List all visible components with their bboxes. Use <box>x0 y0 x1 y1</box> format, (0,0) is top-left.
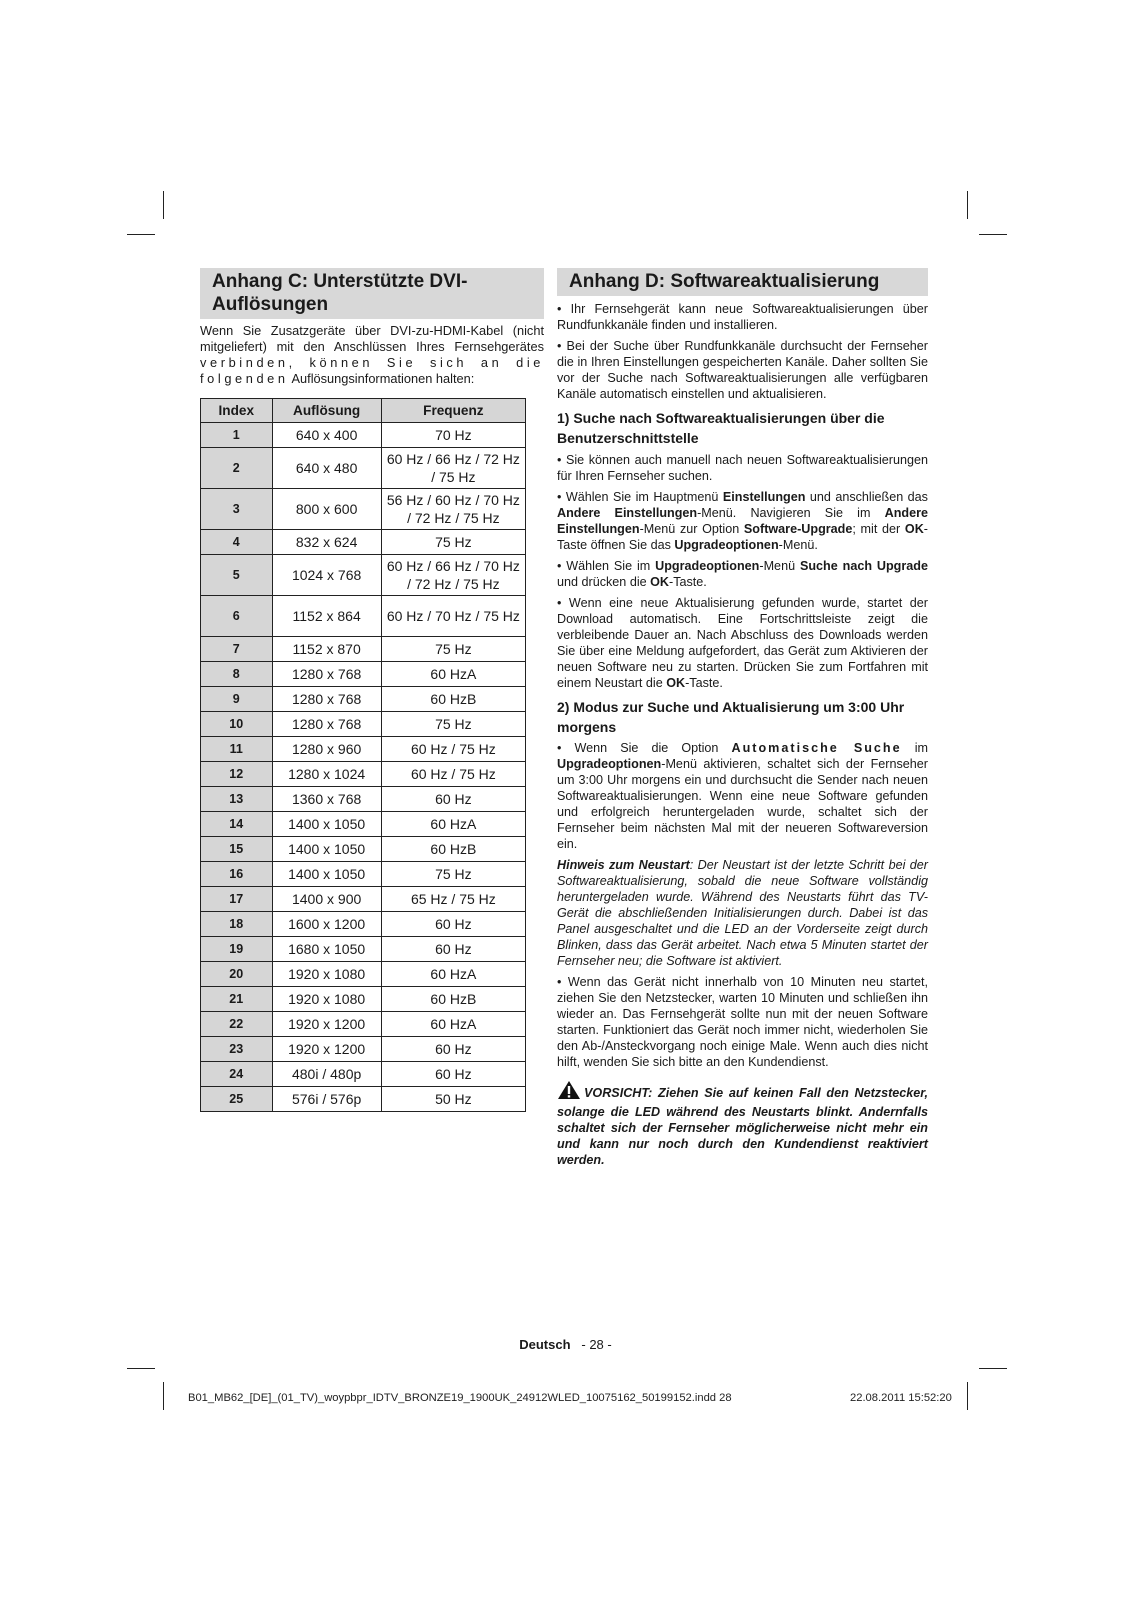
paragraph <box>557 740 928 852</box>
paragraph: • Ihr Fernsehgerät kann neue Softwareaktualisierungen über Rundfunkkanäle finden und installieren. <box>557 302 928 332</box>
index-cell: 17 <box>201 887 273 912</box>
menu-term: Andere Einstellungen <box>557 506 928 536</box>
menu-term: Upgradeoptionen <box>557 757 662 771</box>
page-footer <box>0 1337 1131 1352</box>
frequency-cell: 60 HzB <box>381 687 525 712</box>
resolution-cell: 1400 x 1050 <box>272 812 381 837</box>
heading-line: Auflösungen <box>212 294 329 315</box>
menu-term: OK <box>904 522 924 536</box>
appendix-c-intro <box>200 323 544 387</box>
column-header: Index <box>201 399 273 423</box>
frequency-cell: 60 Hz <box>381 1062 525 1087</box>
crop-mark <box>127 234 155 235</box>
paragraph: • Sie können auch manuell nach neuen Softwareaktualisierungen für Ihren Fernseher suchen. <box>557 453 928 483</box>
resolution-cell: 1920 x 1200 <box>272 1037 381 1062</box>
index-cell: 14 <box>201 812 273 837</box>
table-row <box>201 637 526 662</box>
frequency-cell: 70 Hz <box>381 423 525 448</box>
resolution-table <box>200 398 526 1112</box>
index-cell: 22 <box>201 1012 273 1037</box>
table-row <box>201 962 526 987</box>
frequency-cell: 60 Hz / 75 Hz <box>381 762 525 787</box>
menu-term: OK <box>666 676 686 690</box>
resolution-cell: 1920 x 1080 <box>272 962 381 987</box>
table-row <box>201 912 526 937</box>
table-row <box>201 762 526 787</box>
paragraph <box>557 489 928 553</box>
table-row <box>201 530 526 555</box>
warning-text: VORSICHT: Ziehen Sie auf keinen Fall den Netzstecker, solange die LED während des Neustarts blinkt. Andernfalls schaltet sich der Fernseher möglicherweise nicht mehr ein und kann nur noch durch den Kundendienst reaktiviert werden. <box>557 1086 928 1167</box>
resolution-cell: 800 x 600 <box>272 489 381 530</box>
menu-term: Andere Einstellungen <box>557 506 698 520</box>
menu-term: Automatische Suche <box>731 741 902 755</box>
print-slug-date: 22.08.2011 15:52:20 <box>850 1392 952 1404</box>
table-row <box>201 887 526 912</box>
text: -Taste. <box>685 676 723 690</box>
index-cell: 3 <box>201 489 273 530</box>
index-cell: 19 <box>201 937 273 962</box>
resolution-cell: 1400 x 1050 <box>272 837 381 862</box>
resolution-cell: 1152 x 864 <box>272 596 381 637</box>
index-cell: 9 <box>201 687 273 712</box>
resolution-cell: 1280 x 768 <box>272 687 381 712</box>
paragraph: • Bei der Suche über Rundfunkkanäle durchsucht der Fernseher die in Ihren Einstellungen gespeicherten Kanäle. Daher sollten Sie vor der Suche nach Softwareaktualisierungen alle verfügbaren Kanäle automatisch einstellen und aktualisieren. <box>557 339 928 401</box>
frequency-cell: 60 Hz / 66 Hz / 70 Hz / 72 Hz / 75 Hz <box>381 555 525 596</box>
frequency-cell: 60 HzA <box>381 812 525 837</box>
heading-line: Anhang C: Unterstützte DVI- <box>212 271 468 292</box>
column-header: Frequenz <box>381 399 525 423</box>
index-cell: 12 <box>201 762 273 787</box>
text: -Taste öffnen Sie das <box>557 522 928 552</box>
frequency-cell: 60 Hz <box>381 912 525 937</box>
resolution-cell: 1024 x 768 <box>272 555 381 596</box>
table-row <box>201 812 526 837</box>
table-row <box>201 1062 526 1087</box>
resolution-cell: 1400 x 900 <box>272 887 381 912</box>
frequency-cell: 75 Hz <box>381 637 525 662</box>
text: -Menü. <box>778 538 818 552</box>
resolution-cell: 1360 x 768 <box>272 787 381 812</box>
resolution-cell: 832 x 624 <box>272 530 381 555</box>
frequency-cell: 60 Hz <box>381 937 525 962</box>
resolution-cell: 1600 x 1200 <box>272 912 381 937</box>
resolution-cell: 480i / 480p <box>272 1062 381 1087</box>
appendix-d-heading: Anhang D: Softwareaktualisierung <box>557 268 928 296</box>
index-cell: 8 <box>201 662 273 687</box>
frequency-cell: 60 HzA <box>381 962 525 987</box>
table-row <box>201 596 526 637</box>
index-cell: 18 <box>201 912 273 937</box>
table-row <box>201 937 526 962</box>
frequency-cell: 60 Hz / 75 Hz <box>381 737 525 762</box>
text: -Taste. <box>669 575 707 589</box>
column-header: Auflösung <box>272 399 381 423</box>
index-cell: 23 <box>201 1037 273 1062</box>
text: • Wenn eine neue Aktualisierung gefunden wurde, startet der Download automatisch. Eine Fortschrittsleiste zeigt die verbleibende Dauer an. Nach Abschluss des Downloads werden Sie über eine Meldung aufgefordert, das Gerät zum Aktivieren der neuen Software neu zu starten. Drücken Sie zum Fortfahren mit einem Neustart die <box>557 596 928 690</box>
table-row <box>201 987 526 1012</box>
subheading: 2) Modus zur Suche und Aktualisierung um 3:00 Uhr morgens <box>557 699 905 735</box>
paragraph <box>557 558 928 590</box>
index-cell: 11 <box>201 737 273 762</box>
crop-mark <box>163 1382 164 1410</box>
resolution-cell: 640 x 480 <box>272 448 381 489</box>
resolution-cell: 1280 x 768 <box>272 712 381 737</box>
table-row <box>201 448 526 489</box>
warning-icon <box>557 1080 581 1104</box>
frequency-cell: 60 Hz / 66 Hz / 72 Hz / 75 Hz <box>381 448 525 489</box>
resolution-cell: 576i / 576p <box>272 1087 381 1112</box>
crop-mark <box>979 234 1007 235</box>
text: • Wählen Sie im Hauptmenü <box>557 490 723 504</box>
index-cell: 10 <box>201 712 273 737</box>
subheading: 1) Suche nach Softwareaktualisierungen über die Benutzerschnittstelle <box>557 410 885 446</box>
frequency-cell: 65 Hz / 75 Hz <box>381 887 525 912</box>
appendix-d-column <box>557 268 928 1168</box>
index-cell: 5 <box>201 555 273 596</box>
crop-mark <box>163 191 164 219</box>
table-row <box>201 737 526 762</box>
table-row <box>201 712 526 737</box>
table-row <box>201 1012 526 1037</box>
resolution-cell: 1920 x 1200 <box>272 1012 381 1037</box>
table-row <box>201 423 526 448</box>
index-cell: 24 <box>201 1062 273 1087</box>
index-cell: 2 <box>201 448 273 489</box>
frequency-cell: 60 Hz <box>381 1037 525 1062</box>
resolution-cell: 1152 x 870 <box>272 637 381 662</box>
intro-text: Auflösungsinformationen halten: <box>291 371 475 386</box>
text: ; mit der <box>852 522 905 536</box>
table-row <box>201 489 526 530</box>
index-cell: 20 <box>201 962 273 987</box>
menu-term: Suche nach Upgrade <box>799 559 928 573</box>
crop-mark <box>127 1368 155 1369</box>
index-cell: 15 <box>201 837 273 862</box>
frequency-cell: 60 HzA <box>381 1012 525 1037</box>
table-row <box>201 862 526 887</box>
table-row <box>201 687 526 712</box>
resolution-cell: 640 x 400 <box>272 423 381 448</box>
frequency-cell: 60 Hz / 70 Hz / 75 Hz <box>381 596 525 637</box>
index-cell: 7 <box>201 637 273 662</box>
menu-term: Upgradeoptionen <box>674 538 779 552</box>
text: -Menü zur Option <box>639 522 744 536</box>
text: und drücken die <box>557 575 651 589</box>
intro-text: verbinden, können Sie sich an die folgenden <box>200 355 544 386</box>
crop-mark <box>979 1368 1007 1369</box>
print-slug-file: B01_MB62_[DE]_(01_TV)_woypbpr_IDTV_BRONZE19_1900UK_24912WLED_10075162_50199152.indd 28 <box>188 1392 732 1404</box>
table-row <box>201 662 526 687</box>
resolution-cell: 1280 x 768 <box>272 662 381 687</box>
text: -Menü. Navigieren Sie im <box>697 506 885 520</box>
text: • Wenn Sie die Option <box>557 741 732 755</box>
frequency-cell: 60 HzA <box>381 662 525 687</box>
crop-mark <box>967 1382 968 1410</box>
appendix-c-column <box>200 268 544 1112</box>
resolution-cell: 1400 x 1050 <box>272 862 381 887</box>
resolution-cell: 1920 x 1080 <box>272 987 381 1012</box>
index-cell: 16 <box>201 862 273 887</box>
resolution-cell: 1280 x 1024 <box>272 762 381 787</box>
table-row <box>201 837 526 862</box>
paragraph <box>557 595 928 691</box>
table-row <box>201 1087 526 1112</box>
text: -Menü aktivieren, schaltet sich der Fernseher um 3:00 Uhr morgens ein und durchsucht die Sender nach neuen Softwareaktualisierungen. Wenn eine neue Software gefunden und erfolgreich heruntergeladen wurde, schaltet sich der Fernseher beim nächsten Mal mit der neueren Softwareversion ein. <box>557 757 928 851</box>
resolution-cell: 1280 x 960 <box>272 737 381 762</box>
menu-term: Software-Upgrade <box>743 522 853 536</box>
frequency-cell: 56 Hz / 60 Hz / 70 Hz / 72 Hz / 75 Hz <box>381 489 525 530</box>
page-number: - 28 - <box>581 1337 612 1352</box>
table-row <box>201 787 526 812</box>
index-cell: 21 <box>201 987 273 1012</box>
text: -Menü <box>759 559 800 573</box>
text: • Wählen Sie im <box>557 559 656 573</box>
frequency-cell: 75 Hz <box>381 862 525 887</box>
text: und anschließen das <box>805 490 928 504</box>
menu-term: OK <box>650 575 670 589</box>
frequency-cell: 60 Hz <box>381 787 525 812</box>
crop-mark <box>967 191 968 219</box>
menu-term: Upgradeoptionen <box>655 559 760 573</box>
frequency-cell: 60 HzB <box>381 987 525 1012</box>
footer-language: Deutsch <box>519 1337 571 1352</box>
frequency-cell: 60 HzB <box>381 837 525 862</box>
restart-hint <box>557 857 928 969</box>
table-row <box>201 1037 526 1062</box>
text: im <box>901 741 928 755</box>
index-cell: 25 <box>201 1087 273 1112</box>
frequency-cell: 75 Hz <box>381 712 525 737</box>
index-cell: 4 <box>201 530 273 555</box>
frequency-cell: 75 Hz <box>381 530 525 555</box>
hint-label: Hinweis zum Neustart <box>557 858 690 872</box>
index-cell: 1 <box>201 423 273 448</box>
paragraph: • Wenn das Gerät nicht innerhalb von 10 Minuten neu startet, ziehen Sie den Netzstecker, warten 10 Minuten und schließen ihn wieder an. Das Fernsehgerät sollte nun mit der neuen Software starten. Funktioniert das Gerät noch immer nicht, wiederholen Sie den Ab-/Ansteckvorgang noch einige Male. Wenn auch dies nicht hilft, wenden Sie sich bitte an den Kundendienst. <box>557 975 928 1069</box>
appendix-c-heading <box>200 268 544 319</box>
resolution-cell: 1680 x 1050 <box>272 937 381 962</box>
intro-text: Wenn Sie Zusatzgeräte über DVI-zu-HDMI-Kabel (nicht mitgeliefert) mit den Anschlüssen Ihres Fernsehgerätes <box>200 323 544 354</box>
index-cell: 13 <box>201 787 273 812</box>
frequency-cell: 50 Hz <box>381 1087 525 1112</box>
text: : Der Neustart ist der letzte Schritt bei der Softwareaktualisierung, sobald die neue Software vollständig heruntergeladen wurde. Während des Neustarts führt das TV-Gerät die abschließenden Initialisierungen durch. Dabei ist das Panel ausgeschaltet und die LED an der Vorderseite zeigt durch Blinken, dass das Gerät arbeitet. Nach etwa 5 Minuten startet der Fernseher neu; die Software ist aktiviert. <box>557 858 928 968</box>
index-cell: 6 <box>201 596 273 637</box>
warning-note <box>557 1080 928 1168</box>
table-row <box>201 555 526 596</box>
menu-term: Einstellungen <box>722 490 806 504</box>
